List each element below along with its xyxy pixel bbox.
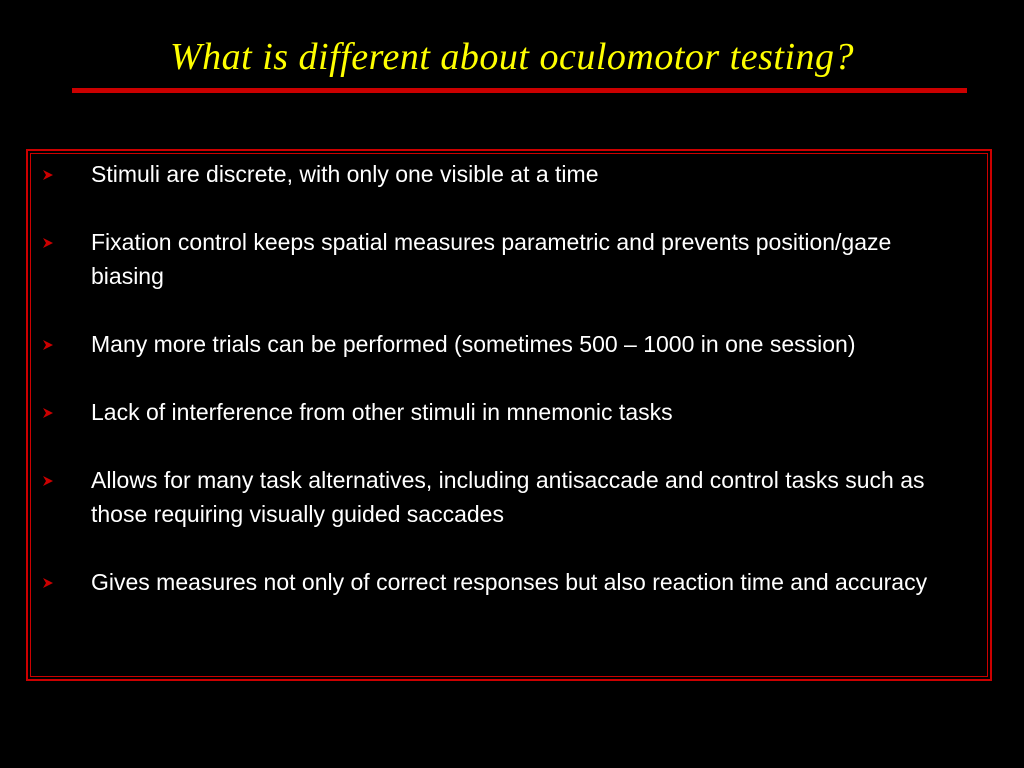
arrowhead-bullet-icon [42,463,56,497]
arrowhead-bullet-icon [42,157,56,191]
title-underline [72,88,967,93]
bullet-item [40,225,960,293]
arrowhead-bullet-icon [42,327,56,361]
bullet-text: Many more trials can be performed (sometimes 500 – 1000 in one session) [91,331,856,357]
bullet-text: Allows for many task alternatives, including antisaccade and control tasks such as those requiring visually guided saccades [91,467,925,527]
bullet-text: Fixation control keeps spatial measures parametric and prevents position/gaze biasing [91,229,892,289]
bullet-list [40,157,960,633]
bullet-text: Lack of interference from other stimuli in mnemonic tasks [91,399,673,425]
arrowhead-bullet-icon [42,225,56,259]
bullet-text: Gives measures not only of correct responses but also reaction time and accuracy [91,569,928,595]
bullet-item [40,463,960,531]
slide-title: What is different about oculomotor testing? [170,36,854,78]
arrowhead-bullet-icon [42,395,56,429]
bullet-item [40,395,960,429]
bullet-item [40,157,960,191]
arrowhead-bullet-icon [42,565,56,599]
bullet-item [40,565,960,599]
bullet-text: Stimuli are discrete, with only one visible at a time [91,161,599,187]
bullet-item [40,327,960,361]
